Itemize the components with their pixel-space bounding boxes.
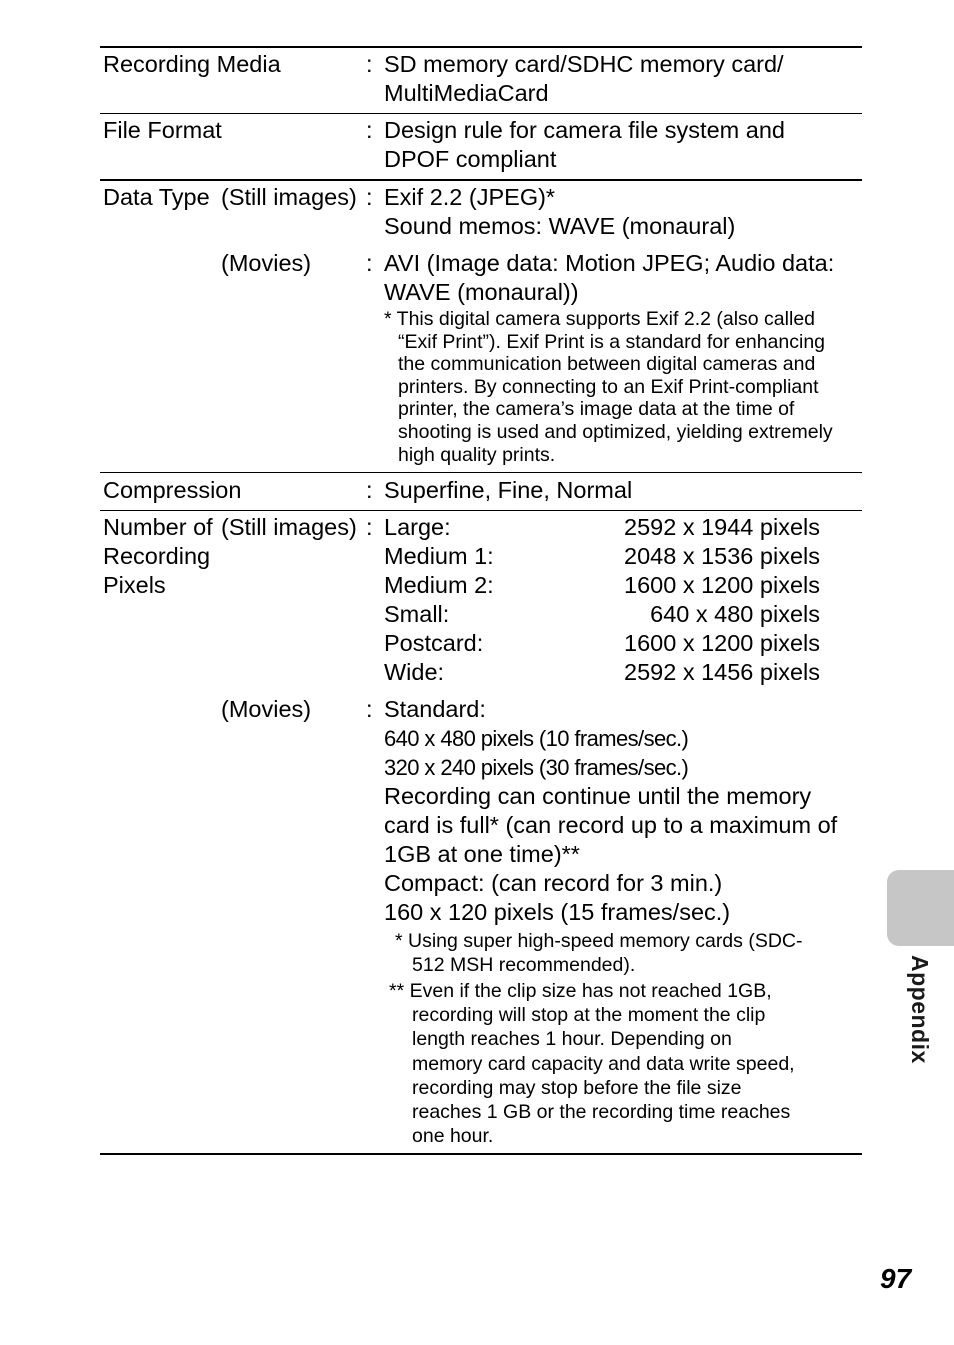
table-bottom-rule: [100, 1153, 862, 1155]
memory-card-footnote: * Using super high-speed memory cards (SDC- 512 MSH recommended).: [395, 930, 803, 977]
file-format-label: File Format: [103, 117, 222, 143]
exif-footnote: * This digital camera supports Exif 2.2 (also called “Exif Print”). Exif Print is a standard for enhancing the communication between digital cameras and printers. By connecting to an Exif Print-compliant printer, the camera’s image data at the time of shooting is used and optimized, yielding extremely high quality prints.: [384, 308, 833, 466]
colon: :: [366, 117, 373, 143]
colon: :: [366, 477, 373, 503]
row-divider: [100, 472, 862, 473]
colon: :: [366, 51, 373, 77]
data-type-still-value: Exif 2.2 (JPEG)* Sound memos: WAVE (monaural): [384, 184, 736, 239]
colon: :: [366, 184, 373, 210]
page-number: 97: [880, 1263, 912, 1294]
clip-size-footnote: ** Even if the clip size has not reached 1GB, recording will stop at the moment the clip length reaches 1 hour. Depending on memory card capacity and data write speed, recording may stop before the file size reaches 1 GB or the recording time reaches one hour.: [389, 980, 795, 1148]
section-tab: [887, 870, 954, 946]
row-divider: [100, 179, 862, 181]
data-type-movies-label: (Movies): [221, 250, 312, 276]
compression-value: Superfine, Fine, Normal: [384, 477, 633, 503]
file-format-value: Design rule for camera file system and DPOF compliant: [384, 117, 785, 172]
data-type-label: Data Type: [103, 184, 210, 210]
pixels-still-label: (Still images): [221, 514, 357, 540]
list-item: Medium 1: 2048 x 1536 pixels: [384, 543, 820, 569]
list-item: Small: 640 x 480 pixels: [384, 601, 820, 627]
row-divider: [100, 510, 862, 511]
colon: :: [366, 514, 373, 540]
list-item: Wide: 2592 x 1456 pixels: [384, 659, 820, 685]
data-type-still-label: (Still images): [221, 184, 357, 210]
list-item: Medium 2: 1600 x 1200 pixels: [384, 572, 820, 598]
movie-resolution-text: Standard: 640 x 480 pixels (10 frames/sec.) 320 x 240 pixels (30 frames/sec.) Recording can continue until the memory card is full* (can record up to a maximum of 1GB at one time)** Compact: (can record for 3 min.) 160 x 120 pixels (15 frames/sec.): [384, 696, 838, 925]
list-item: Large: 2592 x 1944 pixels: [384, 514, 820, 540]
colon: :: [366, 250, 373, 276]
list-item: Postcard: 1600 x 1200 pixels: [384, 630, 820, 656]
colon: :: [366, 696, 373, 722]
recording-media-label: Recording Media: [103, 51, 281, 77]
table-top-rule: [100, 46, 862, 48]
compression-label: Compression: [103, 477, 242, 503]
still-resolution-list: [384, 513, 820, 687]
section-tab-label: Appendix: [907, 955, 933, 1064]
pixels-movies-label: (Movies): [221, 696, 312, 722]
recording-media-value: SD memory card/SDHC memory card/ MultiMediaCard: [384, 51, 784, 106]
row-divider: [100, 113, 862, 114]
pixels-label: Number of Recording Pixels: [103, 514, 213, 598]
data-type-movies-value: AVI (Image data: Motion JPEG; Audio data: WAVE (monaural)): [384, 250, 835, 305]
